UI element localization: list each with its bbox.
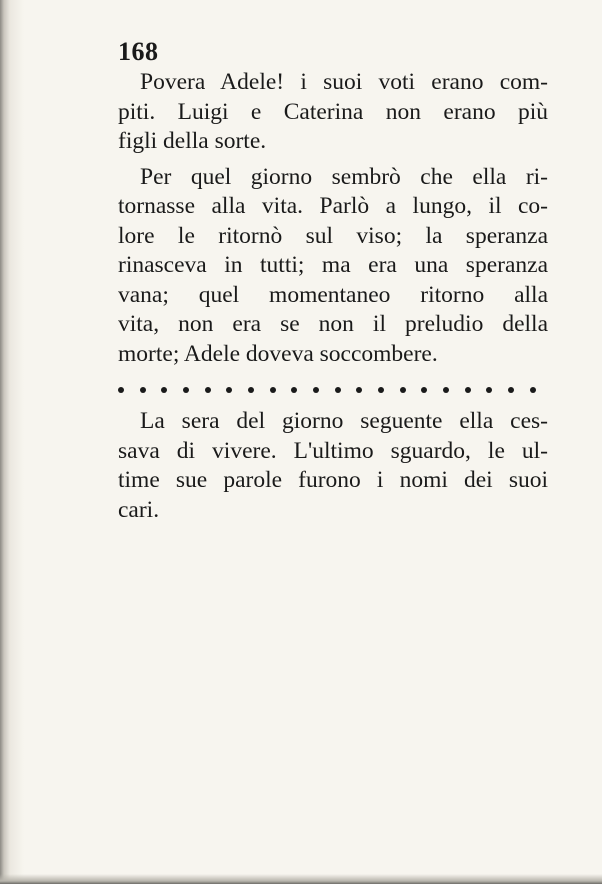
separator-dot xyxy=(291,387,297,393)
separator-dot xyxy=(226,387,232,393)
separator-dot xyxy=(421,387,427,393)
text-line: rinasceva in tutti; ma era una speranza xyxy=(118,252,548,278)
text-line: Povera Adele! i suoi voti erano com- xyxy=(140,69,548,95)
paragraph-2 xyxy=(118,163,548,370)
page-left-edge xyxy=(0,0,24,884)
text-line: lore le ritornò sul viso; la speranza xyxy=(118,222,548,249)
dotted-separator xyxy=(118,379,536,401)
separator-dot xyxy=(270,387,276,393)
separator-dot xyxy=(183,387,189,393)
separator-dot xyxy=(530,387,536,393)
text-line: tornasse alla vita. Parlò a lungo, il co- xyxy=(118,193,548,219)
separator-dot xyxy=(465,387,471,393)
separator-dot xyxy=(335,387,341,393)
text-line: vita, non era se non il preludio della xyxy=(118,311,548,337)
separator-dot xyxy=(400,387,406,393)
text-line: piti. Luigi e Caterina non erano più xyxy=(118,98,548,125)
separator-dot xyxy=(486,387,492,393)
separator-dot xyxy=(140,387,146,393)
text-line: morte; Adele doveva soccombere. xyxy=(118,340,438,367)
text-line: cari. xyxy=(118,496,160,523)
page-bottom-edge xyxy=(0,874,602,884)
text-line: La sera del giorno seguente ella ces- xyxy=(140,408,548,434)
separator-dot xyxy=(508,387,514,393)
separator-dot xyxy=(161,387,167,393)
separator-dot xyxy=(443,387,449,393)
paragraph-1 xyxy=(118,68,548,157)
separator-dot xyxy=(205,387,211,393)
separator-dot xyxy=(118,387,124,393)
separator-dot xyxy=(356,387,362,393)
page-number: 168 xyxy=(118,37,159,66)
separator-dot xyxy=(248,387,254,393)
separator-dot xyxy=(378,387,384,393)
text-line: figli della sorte. xyxy=(118,128,267,154)
page-text-block xyxy=(118,36,548,525)
text-line: vana; quel momentaneo ritorno alla xyxy=(118,281,548,308)
paragraph-3 xyxy=(118,407,548,525)
separator-dot xyxy=(313,387,319,393)
text-line: Per quel giorno sembrò che ella ri- xyxy=(140,163,548,190)
text-line: sava di vivere. L'ultimo sguardo, le ul- xyxy=(118,437,548,464)
text-line: time sue parole furono i nomi dei suoi xyxy=(118,467,548,493)
